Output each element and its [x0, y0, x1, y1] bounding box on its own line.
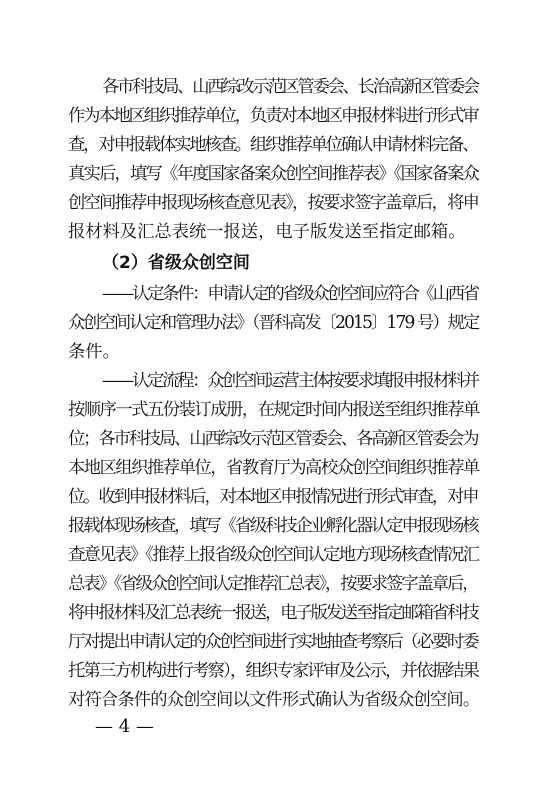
paragraph-3-line-5: 位。收到申报材料后，对本地区申报情况进行形式审查，对申 — [68, 487, 478, 507]
paragraph-1-line-6: 报材料及汇总表统一报送，电子版发送至指定邮箱。 — [68, 222, 466, 242]
paragraph-1-line-5: 创空间推荐申报现场核查意见表》，按要求签字盖章后，将申 — [68, 193, 479, 213]
paragraph-3-line-3: 位；各市科技局、山西综改示范区管委会、各高新区管委会为 — [68, 429, 478, 449]
paragraph-3-line-2: 按顺序一式五份装订成册，在规定时间内报送至组织推荐单 — [68, 400, 479, 420]
paragraph-3-line-7: 查意见表》《推荐上报省级众创空间认定地方现场核查情况汇 — [68, 545, 479, 565]
paragraph-3-line-12: 对符合条件的众创空间以文件形式确认为省级众创空间。 — [68, 690, 480, 710]
paragraph-1-line-2: 作为本地区组织推荐单位，负责对本地区申报材料进行形式审 — [68, 106, 478, 126]
paragraph-3-line-6: 报载体现场核查，填写《省级科技企业孵化器认定申报现场核 — [68, 516, 478, 536]
section-heading: （2）省级众创空间 — [102, 253, 250, 273]
paragraph-2-line-1: ——认定条件：申请认定的省级众创空间应符合《山西省 — [102, 284, 478, 304]
paragraph-3-line-9: 将申报材料及汇总表统一报送，电子版发送至指定邮箱省科技 — [68, 603, 478, 623]
paragraph-2-line-2: 众创空间认定和管理办法》（晋科高发〔2015〕179 号）规定 — [68, 313, 479, 333]
paragraph-3-line-10: 厅对提出申请认定的众创空间进行实地抽查考察后（必要时委 — [68, 632, 478, 652]
paragraph-1-line-3: 查，对申报载体实地核查。组织推荐单位确认申请材料完备、 — [68, 135, 478, 155]
paragraph-3-line-4: 本地区组织推荐单位，省教育厅为高校众创空间组织推荐单 — [68, 458, 479, 478]
paragraph-3-line-8: 总表》《省级众创空间认定推荐汇总表》，按要求签字盖章后， — [68, 574, 478, 594]
page-number: — 4 — — [95, 716, 154, 737]
paragraph-3-line-1: ——认定流程：众创空间运营主体按要求填报申报材料并 — [102, 371, 478, 391]
paragraph-3-line-11: 托第三方机构进行考察），组织专家评审及公示，并依据结果 — [68, 661, 479, 681]
paragraph-2-line-3: 条件。 — [68, 342, 120, 362]
paragraph-1-line-4: 真实后，填写《年度国家备案众创空间推荐表》《国家备案众 — [68, 164, 479, 184]
paragraph-1-line-1: 各市科技局、山西综改示范区管委会、长治高新区管委会 — [102, 77, 478, 97]
